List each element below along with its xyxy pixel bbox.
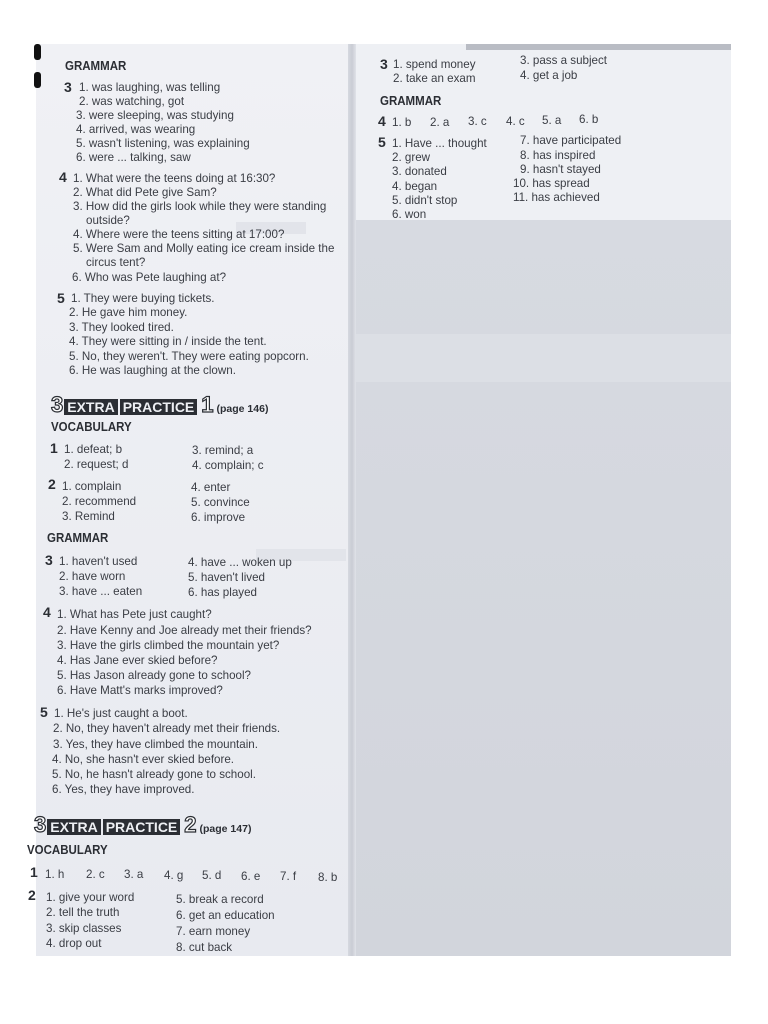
exercise-number: 3 (64, 79, 72, 95)
exercise-number: 5 (40, 704, 48, 720)
answer-line: 2. have worn (59, 570, 126, 583)
answer-line: 5. wasn't listening, was explaining (76, 137, 250, 150)
page-reference: (page 146) (216, 403, 269, 415)
exercise-number: 5 (378, 134, 386, 150)
answer-line: 6. won (392, 208, 427, 221)
matching-answer: 8. b (318, 871, 338, 884)
answer-line: 2. Have Kenny and Joe already met their friends? (57, 624, 312, 637)
binding-hole-mark (34, 72, 41, 88)
answer-line: 1. spend money (393, 58, 476, 71)
page-reference: (page 147) (199, 823, 252, 835)
answer-line: 6. has played (188, 586, 257, 599)
answer-line: 5. No, they weren't. They were eating popcorn. (69, 350, 309, 363)
answer-line: 3. pass a subject (520, 54, 608, 67)
answer-line: 4. drop out (46, 937, 102, 950)
section-heading-grammar: GRAMMAR (380, 94, 442, 108)
photographed-answer-key (27, 44, 731, 956)
answer-line: 8. cut back (176, 941, 233, 954)
answer-line: 2. take an exam (393, 72, 476, 85)
answer-line: 6. were ... talking, saw (76, 151, 191, 164)
answer-line: 4. began (392, 180, 438, 193)
matching-answer: 4. g (164, 869, 184, 882)
section-heading-vocabulary: VOCABULARY (51, 420, 132, 434)
answer-line: 4. Where were the teens sitting at 17:00? (73, 228, 285, 241)
answer-line: 5. break a record (176, 893, 264, 906)
matching-answer: 2. a (430, 116, 450, 129)
answer-line: 5. No, he hasn't already gone to school. (52, 768, 256, 781)
extra-practice-1-banner (51, 392, 268, 418)
answer-line: 4. complain; c (192, 459, 264, 472)
binding-hole-mark (34, 44, 41, 60)
exercise-number: 2 (28, 887, 36, 903)
answer-line: 4. No, she hasn't ever skied before. (52, 753, 235, 766)
answer-line: 1. haven't used (59, 555, 138, 568)
answer-line: 8. has inspired (520, 149, 596, 162)
exercise-number: 4 (43, 604, 51, 620)
answer-line: 6. get an education (176, 909, 275, 922)
answer-line: 3. remind; a (192, 444, 254, 457)
exercise-number: 3 (380, 56, 388, 72)
answer-line: 9. hasn't stayed (520, 163, 601, 176)
answer-line: 7. have participated (520, 134, 622, 147)
matching-answer: 6. b (579, 113, 599, 126)
matching-answer: 5. a (542, 114, 562, 127)
answer-line: 2. recommend (62, 495, 137, 508)
practice-number: 2 (184, 812, 196, 837)
exercise-number: 1 (30, 864, 38, 880)
answer-line: 5. Has Jason already gone to school? (57, 669, 251, 682)
answer-line: 1. What were the teens doing at 16:30? (73, 172, 276, 185)
answer-line: 3. They looked tired. (69, 321, 174, 334)
answer-line: 2. No, they haven't already met their friends. (53, 722, 281, 735)
answer-line: 4. get a job (520, 69, 578, 82)
exercise-number: 4 (59, 169, 67, 185)
answer-line: 4. arrived, was wearing (76, 123, 196, 136)
answer-line: 3. How did the girls look while they were standing (73, 200, 327, 213)
answer-line: circus tent? (86, 256, 146, 269)
banner-word-practice: PRACTICE (120, 399, 198, 415)
answer-line: 2. What did Pete give Sam? (73, 186, 217, 199)
matching-answer: 4. c (506, 115, 525, 128)
matching-answer: 1. b (392, 116, 412, 129)
section-heading-grammar: GRAMMAR (65, 59, 127, 73)
answer-line: 1. was laughing, was telling (79, 81, 221, 94)
answer-line: 3. Yes, they have climbed the mountain. (53, 738, 258, 751)
answer-line: 6. Who was Pete laughing at? (72, 271, 227, 284)
answer-line: 3. were sleeping, was studying (76, 109, 234, 122)
answer-line: 5. convince (191, 496, 250, 509)
matching-answer: 3. a (124, 868, 144, 881)
answer-line: 6. Have Matt's marks improved? (57, 684, 223, 697)
exercise-number: 5 (57, 290, 65, 306)
answer-line: 10. has spread (513, 177, 590, 190)
top-edge-shadow (466, 44, 731, 50)
answer-line: 7. earn money (176, 925, 251, 938)
unit-number: 3 (51, 392, 63, 417)
exercise-number: 1 (50, 440, 58, 456)
extra-practice-2-banner (34, 812, 251, 838)
answer-line: 2. grew (392, 151, 431, 164)
answer-line: 1. Have ... thought (392, 137, 487, 150)
page-gutter (348, 44, 356, 956)
answer-line: 3. have ... eaten (59, 585, 143, 598)
answer-line: outside? (86, 214, 130, 227)
answer-line: 1. He's just caught a boot. (54, 707, 188, 720)
answer-line: 5. Were Sam and Molly eating ice cream inside the (73, 242, 335, 255)
answer-line: 2. request; d (64, 458, 129, 471)
exercise-number: 2 (48, 476, 56, 492)
answer-line: 5. haven't lived (188, 571, 265, 584)
answer-line: 1. defeat; b (64, 443, 123, 456)
section-heading-vocabulary: VOCABULARY (27, 843, 108, 857)
answer-line: 2. tell the truth (46, 906, 120, 919)
answer-line: 3. donated (392, 165, 447, 178)
answer-line: 4. enter (191, 481, 231, 494)
answer-line: 1. give your word (46, 891, 135, 904)
answer-line: 6. He was laughing at the clown. (69, 364, 236, 377)
answer-line: 4. They were sitting in / inside the tent. (69, 335, 267, 348)
answer-line: 11. has achieved (513, 191, 600, 204)
answer-line: 6. Yes, they have improved. (52, 783, 195, 796)
section-heading-grammar: GRAMMAR (47, 531, 109, 545)
answer-line: 3. skip classes (46, 922, 122, 935)
banner-word-practice: PRACTICE (103, 819, 181, 835)
matching-answer: 2. c (86, 868, 105, 881)
answer-line: 2. He gave him money. (69, 306, 188, 319)
pasted-blank-sheet (354, 220, 731, 956)
answer-line: 5. didn't stop (392, 194, 458, 207)
exercise-number: 3 (45, 552, 53, 568)
answer-line: 3. Have the girls climbed the mountain yet? (57, 639, 280, 652)
matching-answer: 6. e (241, 870, 261, 883)
matching-answer: 3. c (468, 115, 487, 128)
practice-number: 1 (201, 392, 213, 417)
banner-word-extra: EXTRA (64, 399, 117, 415)
answer-line: 4. have ... woken up (188, 556, 292, 569)
answer-line: 1. complain (62, 480, 122, 493)
answer-line: 1. What has Pete just caught? (57, 608, 212, 621)
unit-number: 3 (34, 812, 46, 837)
banner-word-extra: EXTRA (47, 819, 100, 835)
blank-sheet-fold (356, 334, 731, 382)
answer-line: 1. They were buying tickets. (71, 292, 215, 305)
answer-line: 2. was watching, got (79, 95, 185, 108)
answer-line: 3. Remind (62, 510, 115, 523)
answer-line: 4. Has Jane ever skied before? (57, 654, 218, 667)
answer-line: 6. improve (191, 511, 246, 524)
matching-answer: 1. h (45, 868, 65, 881)
exercise-number: 4 (378, 113, 386, 129)
matching-answer: 7. f (280, 870, 297, 883)
matching-answer: 5. d (202, 869, 222, 882)
